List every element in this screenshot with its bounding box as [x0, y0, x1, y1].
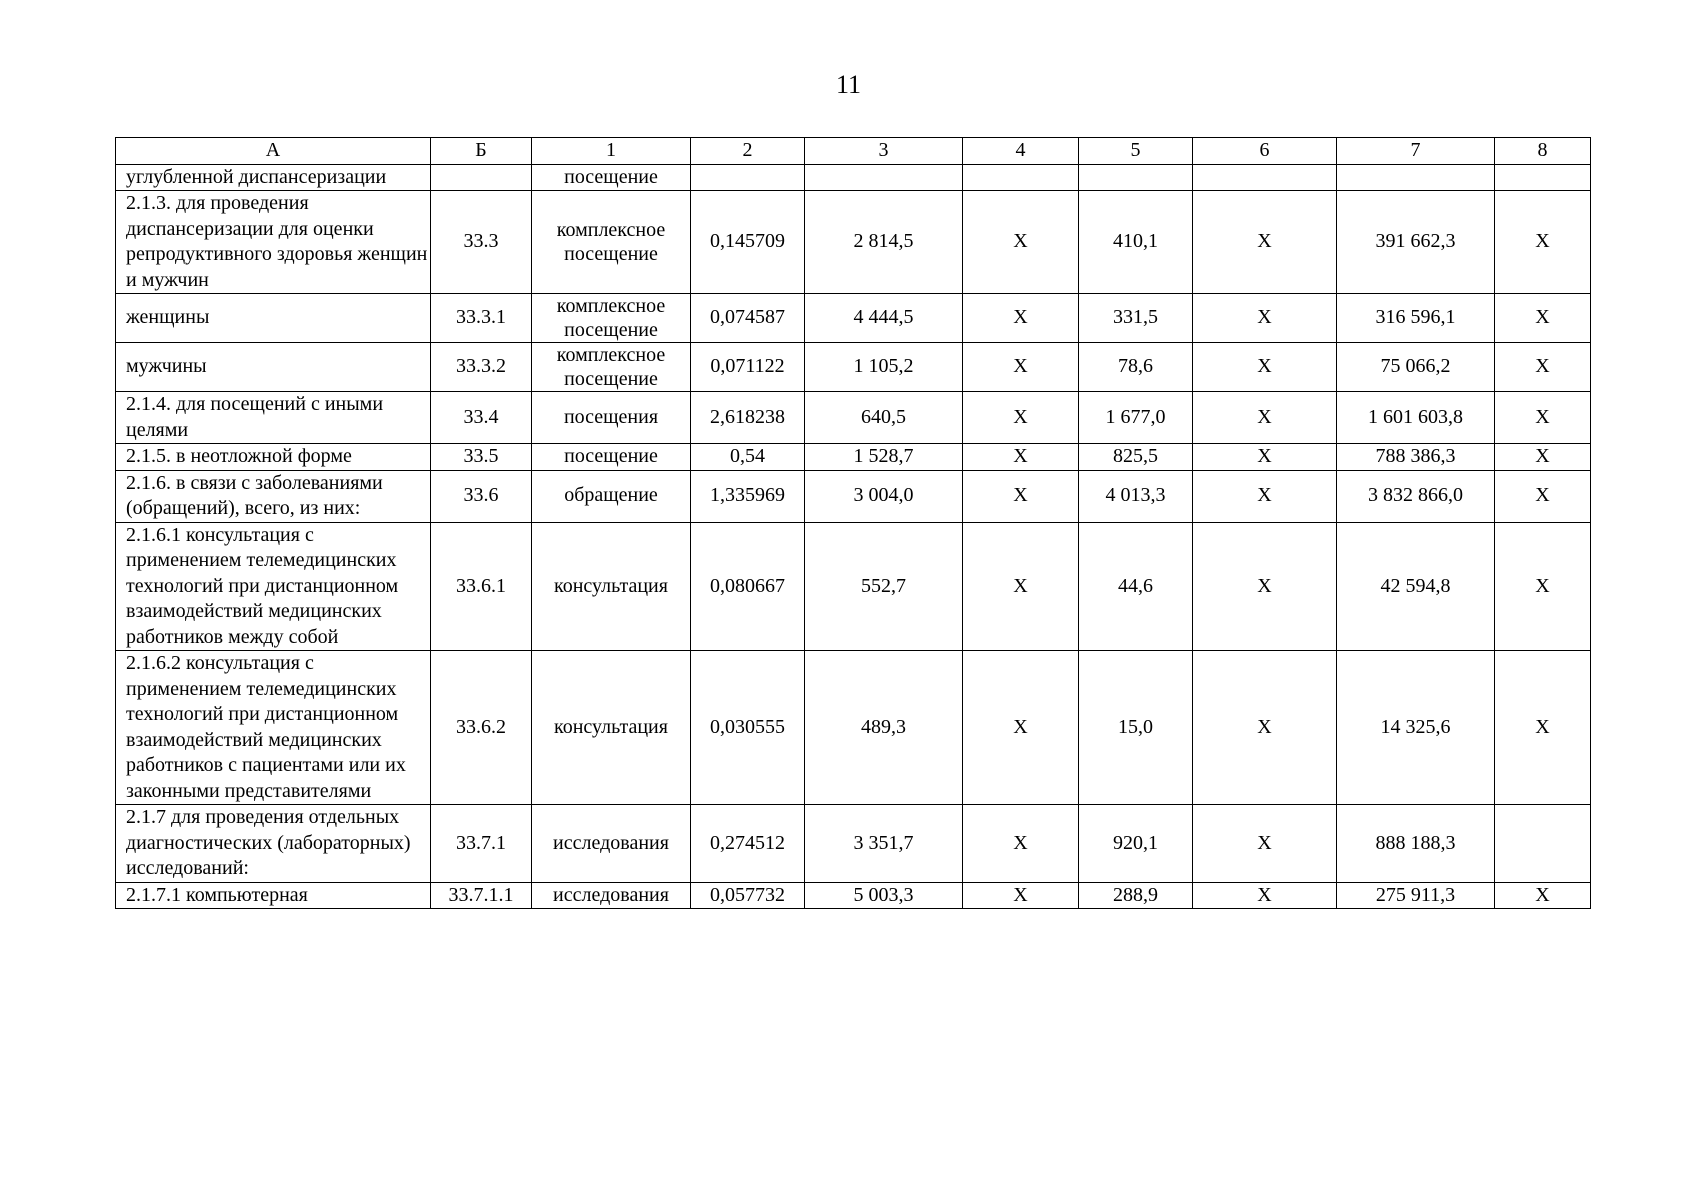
table-cell-col-b: 33.3.1: [431, 294, 532, 343]
column-header-col-3: 3: [805, 138, 963, 165]
table-cell-col-2: 2,618238: [691, 392, 805, 444]
table-cell-col-4: Х: [963, 522, 1079, 651]
table-cell-col-1: комплексное посещение: [532, 294, 691, 343]
table-cell-col-1: посещение: [532, 164, 691, 191]
table-cell-col-2: 0,080667: [691, 522, 805, 651]
table-cell-col-b: 33.6.2: [431, 651, 532, 805]
table-cell-col-1: посещение: [532, 444, 691, 471]
table-cell-col-8: [1495, 805, 1591, 883]
table-cell-col-5: 410,1: [1079, 191, 1193, 294]
table-cell-col-5: 920,1: [1079, 805, 1193, 883]
table-cell-col-3: 1 105,2: [805, 343, 963, 392]
table-cell-col-b: 33.6.1: [431, 522, 532, 651]
table-cell-col-4: Х: [963, 343, 1079, 392]
table-cell-col-a: 2.1.7 для проведения отдельных диагностических (лабораторных) исследований:: [116, 805, 431, 883]
table-cell-col-3: 552,7: [805, 522, 963, 651]
table-cell-col-1: обращение: [532, 470, 691, 522]
table-cell-col-1: комплексное посещение: [532, 343, 691, 392]
table-cell-col-5: 4 013,3: [1079, 470, 1193, 522]
table-row: [116, 805, 1591, 883]
table-cell-col-6: Х: [1193, 470, 1337, 522]
table-cell-col-7: 788 386,3: [1337, 444, 1495, 471]
table-cell-col-6: Х: [1193, 882, 1337, 909]
table-cell-col-5: 1 677,0: [1079, 392, 1193, 444]
table-cell-col-8: Х: [1495, 444, 1591, 471]
table-cell-col-5: 825,5: [1079, 444, 1193, 471]
data-table: [115, 137, 1591, 909]
table-cell-col-8: Х: [1495, 294, 1591, 343]
table-cell-col-a: 2.1.4. для посещений с иными целями: [116, 392, 431, 444]
table-cell-col-2: 0,274512: [691, 805, 805, 883]
table-row: [116, 444, 1591, 471]
table-cell-col-a: 2.1.5. в неотложной форме: [116, 444, 431, 471]
table-cell-col-3: 3 004,0: [805, 470, 963, 522]
table-cell-col-4: Х: [963, 392, 1079, 444]
table-cell-col-1: исследования: [532, 882, 691, 909]
table-cell-col-6: Х: [1193, 392, 1337, 444]
table-cell-col-b: 33.6: [431, 470, 532, 522]
column-header-col-b: Б: [431, 138, 532, 165]
table-cell-col-b: 33.7.1: [431, 805, 532, 883]
table-cell-col-1: комплексное посещение: [532, 191, 691, 294]
table-cell-col-4: Х: [963, 882, 1079, 909]
table-cell-col-6: Х: [1193, 191, 1337, 294]
table-cell-col-8: [1495, 164, 1591, 191]
table-cell-col-4: Х: [963, 470, 1079, 522]
table-cell-col-7: 14 325,6: [1337, 651, 1495, 805]
table-cell-col-6: Х: [1193, 805, 1337, 883]
table-cell-col-a: женщины: [116, 294, 431, 343]
table-cell-col-a: углубленной диспансеризации: [116, 164, 431, 191]
table-cell-col-8: Х: [1495, 470, 1591, 522]
table-row: [116, 470, 1591, 522]
table-cell-col-7: 75 066,2: [1337, 343, 1495, 392]
table-cell-col-b: 33.3.2: [431, 343, 532, 392]
column-header-col-5: 5: [1079, 138, 1193, 165]
table-cell-col-5: 331,5: [1079, 294, 1193, 343]
table-cell-col-8: Х: [1495, 882, 1591, 909]
table-cell-col-7: 3 832 866,0: [1337, 470, 1495, 522]
table-cell-col-7: 316 596,1: [1337, 294, 1495, 343]
table-cell-col-3: 2 814,5: [805, 191, 963, 294]
table-cell-col-5: 288,9: [1079, 882, 1193, 909]
page-number: 11: [835, 70, 862, 99]
table-cell-col-6: Х: [1193, 444, 1337, 471]
table-cell-col-b: 33.5: [431, 444, 532, 471]
table-cell-col-3: 489,3: [805, 651, 963, 805]
table-cell-col-6: Х: [1193, 343, 1337, 392]
column-header-col-6: 6: [1193, 138, 1337, 165]
table-cell-col-8: Х: [1495, 522, 1591, 651]
table-cell-col-8: Х: [1495, 191, 1591, 294]
table-cell-col-2: 0,071122: [691, 343, 805, 392]
table-cell-col-1: посещения: [532, 392, 691, 444]
table-cell-col-3: [805, 164, 963, 191]
table-cell-col-7: 1 601 603,8: [1337, 392, 1495, 444]
table-cell-col-3: 4 444,5: [805, 294, 963, 343]
table-cell-col-5: 15,0: [1079, 651, 1193, 805]
table-cell-col-2: [691, 164, 805, 191]
table-cell-col-7: 888 188,3: [1337, 805, 1495, 883]
table-cell-col-4: Х: [963, 805, 1079, 883]
table-cell-col-2: 1,335969: [691, 470, 805, 522]
table-cell-col-6: [1193, 164, 1337, 191]
table-cell-col-3: 5 003,3: [805, 882, 963, 909]
table-cell-col-b: 33.3: [431, 191, 532, 294]
table-cell-col-a: 2.1.3. для проведения диспансеризации для оценки репродуктивного здоровья женщин и мужчин: [116, 191, 431, 294]
column-header-col-8: 8: [1495, 138, 1591, 165]
table-cell-col-5: 78,6: [1079, 343, 1193, 392]
table-row: [116, 522, 1591, 651]
table-row: [116, 882, 1591, 909]
table-cell-col-5: 44,6: [1079, 522, 1193, 651]
table-cell-col-2: 0,54: [691, 444, 805, 471]
table-cell-col-a: 2.1.6.2 консультация с применением телемедицинских технологий при дистанционном взаимодействий медицинских работников с пациентами или их законными представителями: [116, 651, 431, 805]
table-cell-col-8: Х: [1495, 343, 1591, 392]
table-cell-col-6: Х: [1193, 651, 1337, 805]
table-cell-col-3: 1 528,7: [805, 444, 963, 471]
table-row: [116, 164, 1591, 191]
table-cell-col-2: 0,074587: [691, 294, 805, 343]
table-cell-col-1: исследования: [532, 805, 691, 883]
table-row: [116, 651, 1591, 805]
table-cell-col-1: консультация: [532, 651, 691, 805]
header-row: [116, 138, 1591, 165]
table-cell-col-2: 0,057732: [691, 882, 805, 909]
table-cell-col-4: Х: [963, 444, 1079, 471]
table-cell-col-6: Х: [1193, 522, 1337, 651]
column-header-col-7: 7: [1337, 138, 1495, 165]
column-header-col-a: А: [116, 138, 431, 165]
table-row: [116, 392, 1591, 444]
column-header-col-1: 1: [532, 138, 691, 165]
table-cell-col-a: 2.1.6.1 консультация с применением телемедицинских технологий при дистанционном взаимодействий медицинских работников между собой: [116, 522, 431, 651]
table-cell-col-7: 275 911,3: [1337, 882, 1495, 909]
table-cell-col-4: Х: [963, 294, 1079, 343]
table-cell-col-b: [431, 164, 532, 191]
table-cell-col-4: [963, 164, 1079, 191]
table-row: [116, 191, 1591, 294]
table-cell-col-a: 2.1.6. в связи с заболеваниями (обращений), всего, из них:: [116, 470, 431, 522]
table-cell-col-a: мужчины: [116, 343, 431, 392]
column-header-col-4: 4: [963, 138, 1079, 165]
table-cell-col-4: Х: [963, 651, 1079, 805]
table-cell-col-2: 0,030555: [691, 651, 805, 805]
table-cell-col-3: 640,5: [805, 392, 963, 444]
table-cell-col-2: 0,145709: [691, 191, 805, 294]
table-cell-col-b: 33.4: [431, 392, 532, 444]
table-cell-col-8: Х: [1495, 651, 1591, 805]
table-cell-col-4: Х: [963, 191, 1079, 294]
table-cell-col-8: Х: [1495, 392, 1591, 444]
table-cell-col-7: 391 662,3: [1337, 191, 1495, 294]
table-cell-col-7: [1337, 164, 1495, 191]
table-cell-col-b: 33.7.1.1: [431, 882, 532, 909]
table-cell-col-a: 2.1.7.1 компьютерная: [116, 882, 431, 909]
table-cell-col-5: [1079, 164, 1193, 191]
table-cell-col-7: 42 594,8: [1337, 522, 1495, 651]
column-header-col-2: 2: [691, 138, 805, 165]
table-row: [116, 294, 1591, 343]
table-cell-col-3: 3 351,7: [805, 805, 963, 883]
table-cell-col-1: консультация: [532, 522, 691, 651]
table-row: [116, 343, 1591, 392]
table-cell-col-6: Х: [1193, 294, 1337, 343]
